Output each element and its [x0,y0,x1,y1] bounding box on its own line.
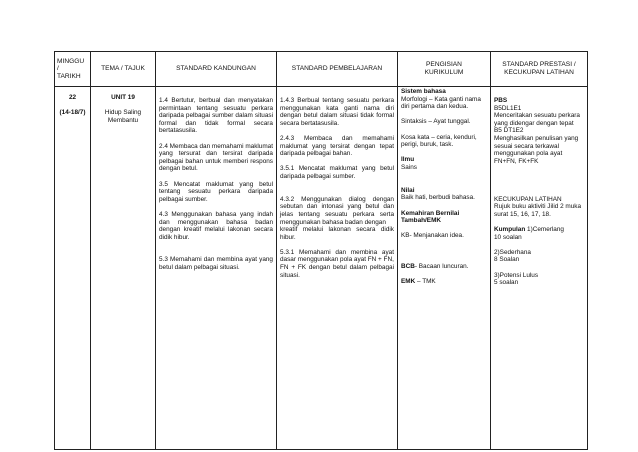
kecukupan-title: KECUKUPAN LATIHAN [494,195,562,203]
sp-item: 3.5.1 Mencatat maklumat yang betul daripada pelbagai sumber. [280,165,394,180]
kumpulan-3: 3)Potensi Lulus [494,271,539,279]
nilai-text: Baik hati, berbudi bahasa. [401,194,475,202]
sp-item: 2.4.3 Membaca dan memahami maklumat yang tersirat dengan tepat daripada pelbagai bahan. [280,134,394,158]
header-minggu: MINGGU / TARIKH [55,52,91,87]
pengisian-kurikulum-cell [398,87,491,450]
header-standard-pembelajaran: STANDARD PEMBELAJARAN [277,52,398,87]
ilmu-title: Ilmu [401,156,415,164]
pbs-title: PBS [494,97,508,104]
soalan-1: 10 soalan [494,233,522,241]
header-pengisian-kurikulum: PENGISIAN KURIKULUM [398,52,491,87]
bcb-label: BCB [401,262,415,270]
theme-cell [91,87,156,450]
morfologi-text: Morfologi – Kata ganti nama diri pertama dan kedua. [401,95,481,111]
week-number: 22 [68,94,77,101]
sk-item: 5.3 Memahami dan membina ayat yang betul dalam pelbagai situasi. [159,256,273,272]
soalan-3: 5 soalan [494,279,519,287]
soalan-2: 8 Soalan [494,256,520,264]
rujuk-text: Rujuk buku aktiviti Jilid 2 muka surat 15, 16, 17, 18. [494,203,582,218]
week-dates: (14-18/7) [59,109,86,117]
bcb-line [401,263,487,271]
emk-label: EMK [401,277,416,285]
bcb-text: - Bacaan luncuran. [414,262,469,270]
unit-title: UNIT 19 [111,94,135,101]
pbs-descriptor: Menghasilkan penulisan yang sesuai secara terkawal menggunakan pola ayat FN+FN, FK+FK [494,134,579,165]
sp-item: 5.3.1 Memahami dan membina ayat dasar menggunakan pola ayat FN + FN, [280,248,394,264]
standard-prestasi-cell [491,87,588,450]
week-cell [55,87,91,450]
nilai-title: Nilai [401,186,415,194]
sintaksis-text: Sintaksis – Ayat tunggal. [401,118,471,126]
kb-text: KB- Menjanakan idea. [401,232,464,240]
sk-item: 1.4 Bertutur, berbual dan menyatakan permintaan tentang sesuatu perkara daripada pelbagai sumber dalam situasi formal dan tidak formal secara bertatasusila. [159,97,273,135]
standard-kandungan-cell [156,87,277,450]
week-row [55,87,588,450]
header-tema: TEMA / TAJUK [91,52,156,87]
ilmu-text: Sains [401,163,417,171]
emk-line [401,278,487,286]
header-standard-prestasi: STANDARD PRESTASI / KECUKUPAN LATIHAN [491,52,588,87]
theme-title: Hidup Saling Membantu [104,109,142,124]
sistem-bahasa-title: Sistem bahasa [401,88,446,95]
sp-item: kreatif melalui lakonan secara didik hibur. [280,226,394,241]
kumpulan-line [494,226,584,234]
kemahiran-title: Kemahiran Bernilai Tambah/EMK [401,209,460,225]
sk-item: 4.3 Menggunakan bahasa yang indah dan menggunakan bahasa badan dengan kreatif melalui lakonan secara didik hibur. [159,210,273,241]
kumpulan-1: 1)Cemerlang [525,226,564,234]
sp-item: 4.3.2 Menggunakan dialog dengan sebutan dan intonasi yang betul dan jelas tentang sesuatu perkara serta menggunakan bahasa badan dengan [280,195,394,226]
sp-item: FN + FK dengan betul dalam pelbagai situasi. [280,264,394,279]
sk-item: 2.4 Membaca dan memahami maklumat yang tersurat dan tersirat daripada pelbagai bahan untuk memberi respons dengan betul. [159,142,274,173]
header-standard-kandungan: STANDARD KANDUNGAN [156,52,277,87]
standard-pembelajaran-cell [277,87,398,450]
pbs-code: B5DL1E1 [494,104,522,112]
kumpulan-label: Kumpulan [494,226,526,234]
emk-text: – TMK [415,277,436,285]
kumpulan-2: 2)Sederhana [494,248,531,256]
lesson-plan-table [54,51,588,450]
kosa-kata-text: Kosa kata – ceria, kenduri, perigi, buruk, task. [401,133,477,149]
header-row [55,52,588,87]
sp-item: 1.4.3 Berbual tentang sesuatu perkara menggunakan kata ganti nama diri dengan betul dalam situasi tidak formal secara bertatasusila. [280,97,394,127]
sk-item: 3.5 Mencatat maklumat yang betul tentang sesuatu perkara daripada pelbagai sumber. [159,180,273,203]
pbs-descriptor: Menceritakan sesuatu perkara yang didengar dengan tepat [494,112,580,127]
pbs-code: B5 DT1E2 [494,127,524,135]
